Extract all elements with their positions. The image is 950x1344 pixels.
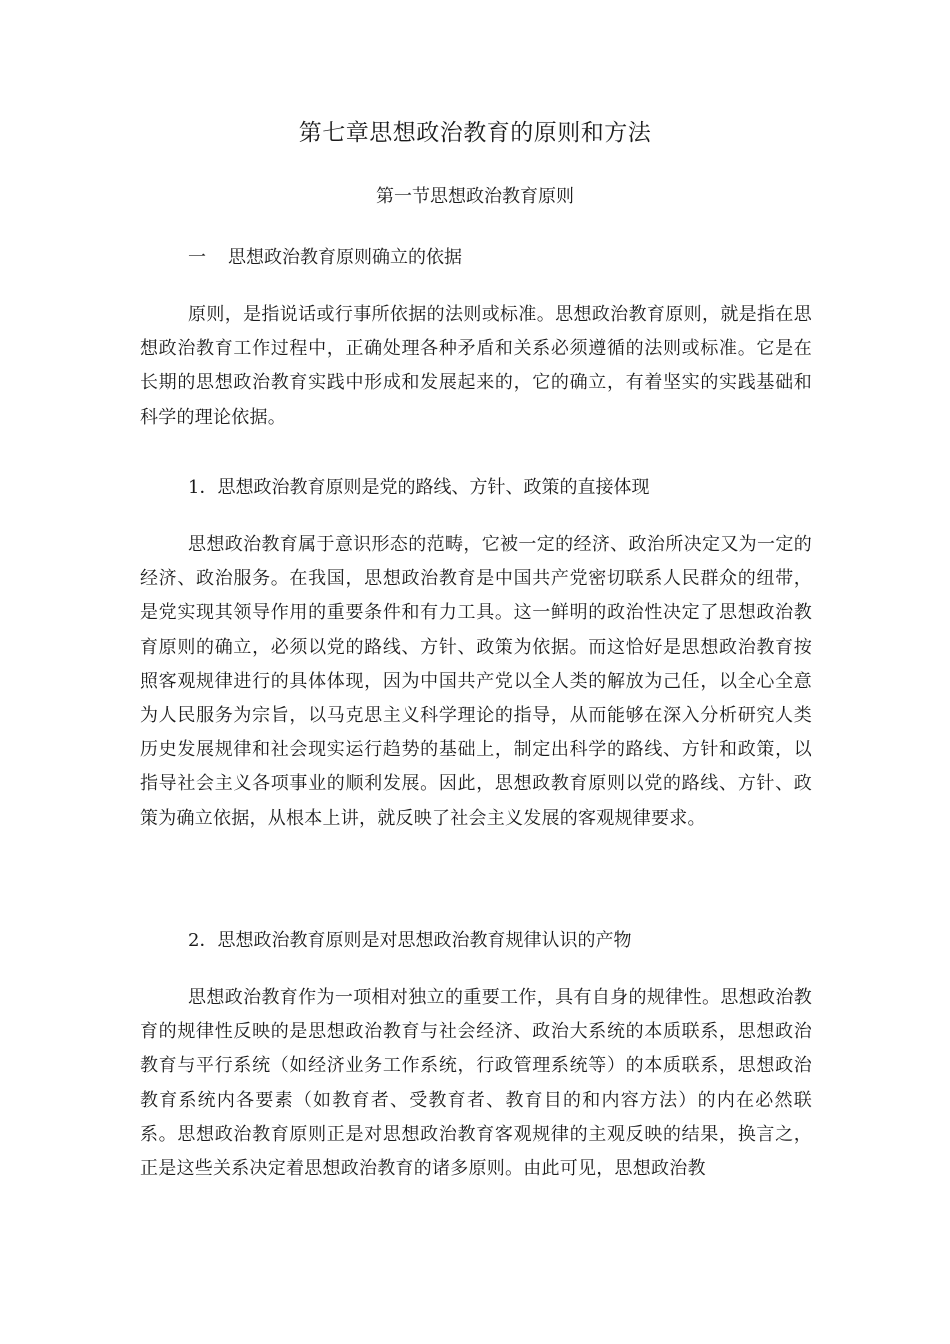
section-title: 第一节思想政治教育原则 xyxy=(376,186,574,207)
paragraph-1: 原则，是指说话或行事所依据的法则或标准。思想政治教育原则，就是指在思想政治教育工作过程中，正确处理各种矛盾和关系必须遵循的法则或标准。它是在长期的思想政治教育实践中形成和发展起来的，它的确立，有着坚实的实践基础和科学的理论依据。 xyxy=(140,304,812,428)
item-heading-2: 2．思想政治教育原则是对思想政治教育规律认识的产物 xyxy=(188,930,632,951)
paragraph-2: 思想政治教育属于意识形态的范畴，它被一定的经济、政治所决定又为一定的经济、政治服务。在我国，思想政治教育是中国共产党密切联系人民群众的纽带，是党实现其领导作用的重要条件和有力工具。这一鲜明的政治性决定了思想政治教育原则的确立，必须以党的路线、方针、政策为依据。而这恰好是思想政治教育按照客观规律进行的具体体现，因为中国共产党以全人类的解放为己任，以全心全意为人民服务为宗旨，以马克思主义科学理论的指导，从而能够在深入分析研究人类历史发展规律和社会现实运行趋势的基础上，制定出科学的路线、方针和政策，以指导社会主义各项事业的顺利发展。因此，思想政教育原则以党的路线、方针、政策为确立依据，从根本上讲，就反映了社会主义发展的客观规律要求。 xyxy=(140,534,812,829)
item-heading-1: 1．思想政治教育原则是党的路线、方针、政策的直接体现 xyxy=(188,477,650,498)
subsection-title: 思想政治教育原则确立的依据 xyxy=(228,247,462,268)
paragraph-3: 思想政治教育作为一项相对独立的重要工作，具有自身的规律性。思想政治教育的规律性反映的是思想政治教育与社会经济、政治大系统的本质联系，思想政治教育与平行系统（如经济业务工作系统，行政管理系统等）的本质联系，思想政治教育系统内各要素（如教育者、受教育者、教育目的和内容方法）的内在必然联系。思想政治教育原则正是对思想政治教育客观规律的主观反映的结果，换言之，正是这些关系决定着思想政治教育的诸多原则。由此可见，思想政治教 xyxy=(140,987,812,1180)
subsection-number: 一 xyxy=(188,247,206,268)
chapter-title: 第七章思想政治教育的原则和方法 xyxy=(298,120,652,146)
subsection-heading xyxy=(188,244,462,272)
